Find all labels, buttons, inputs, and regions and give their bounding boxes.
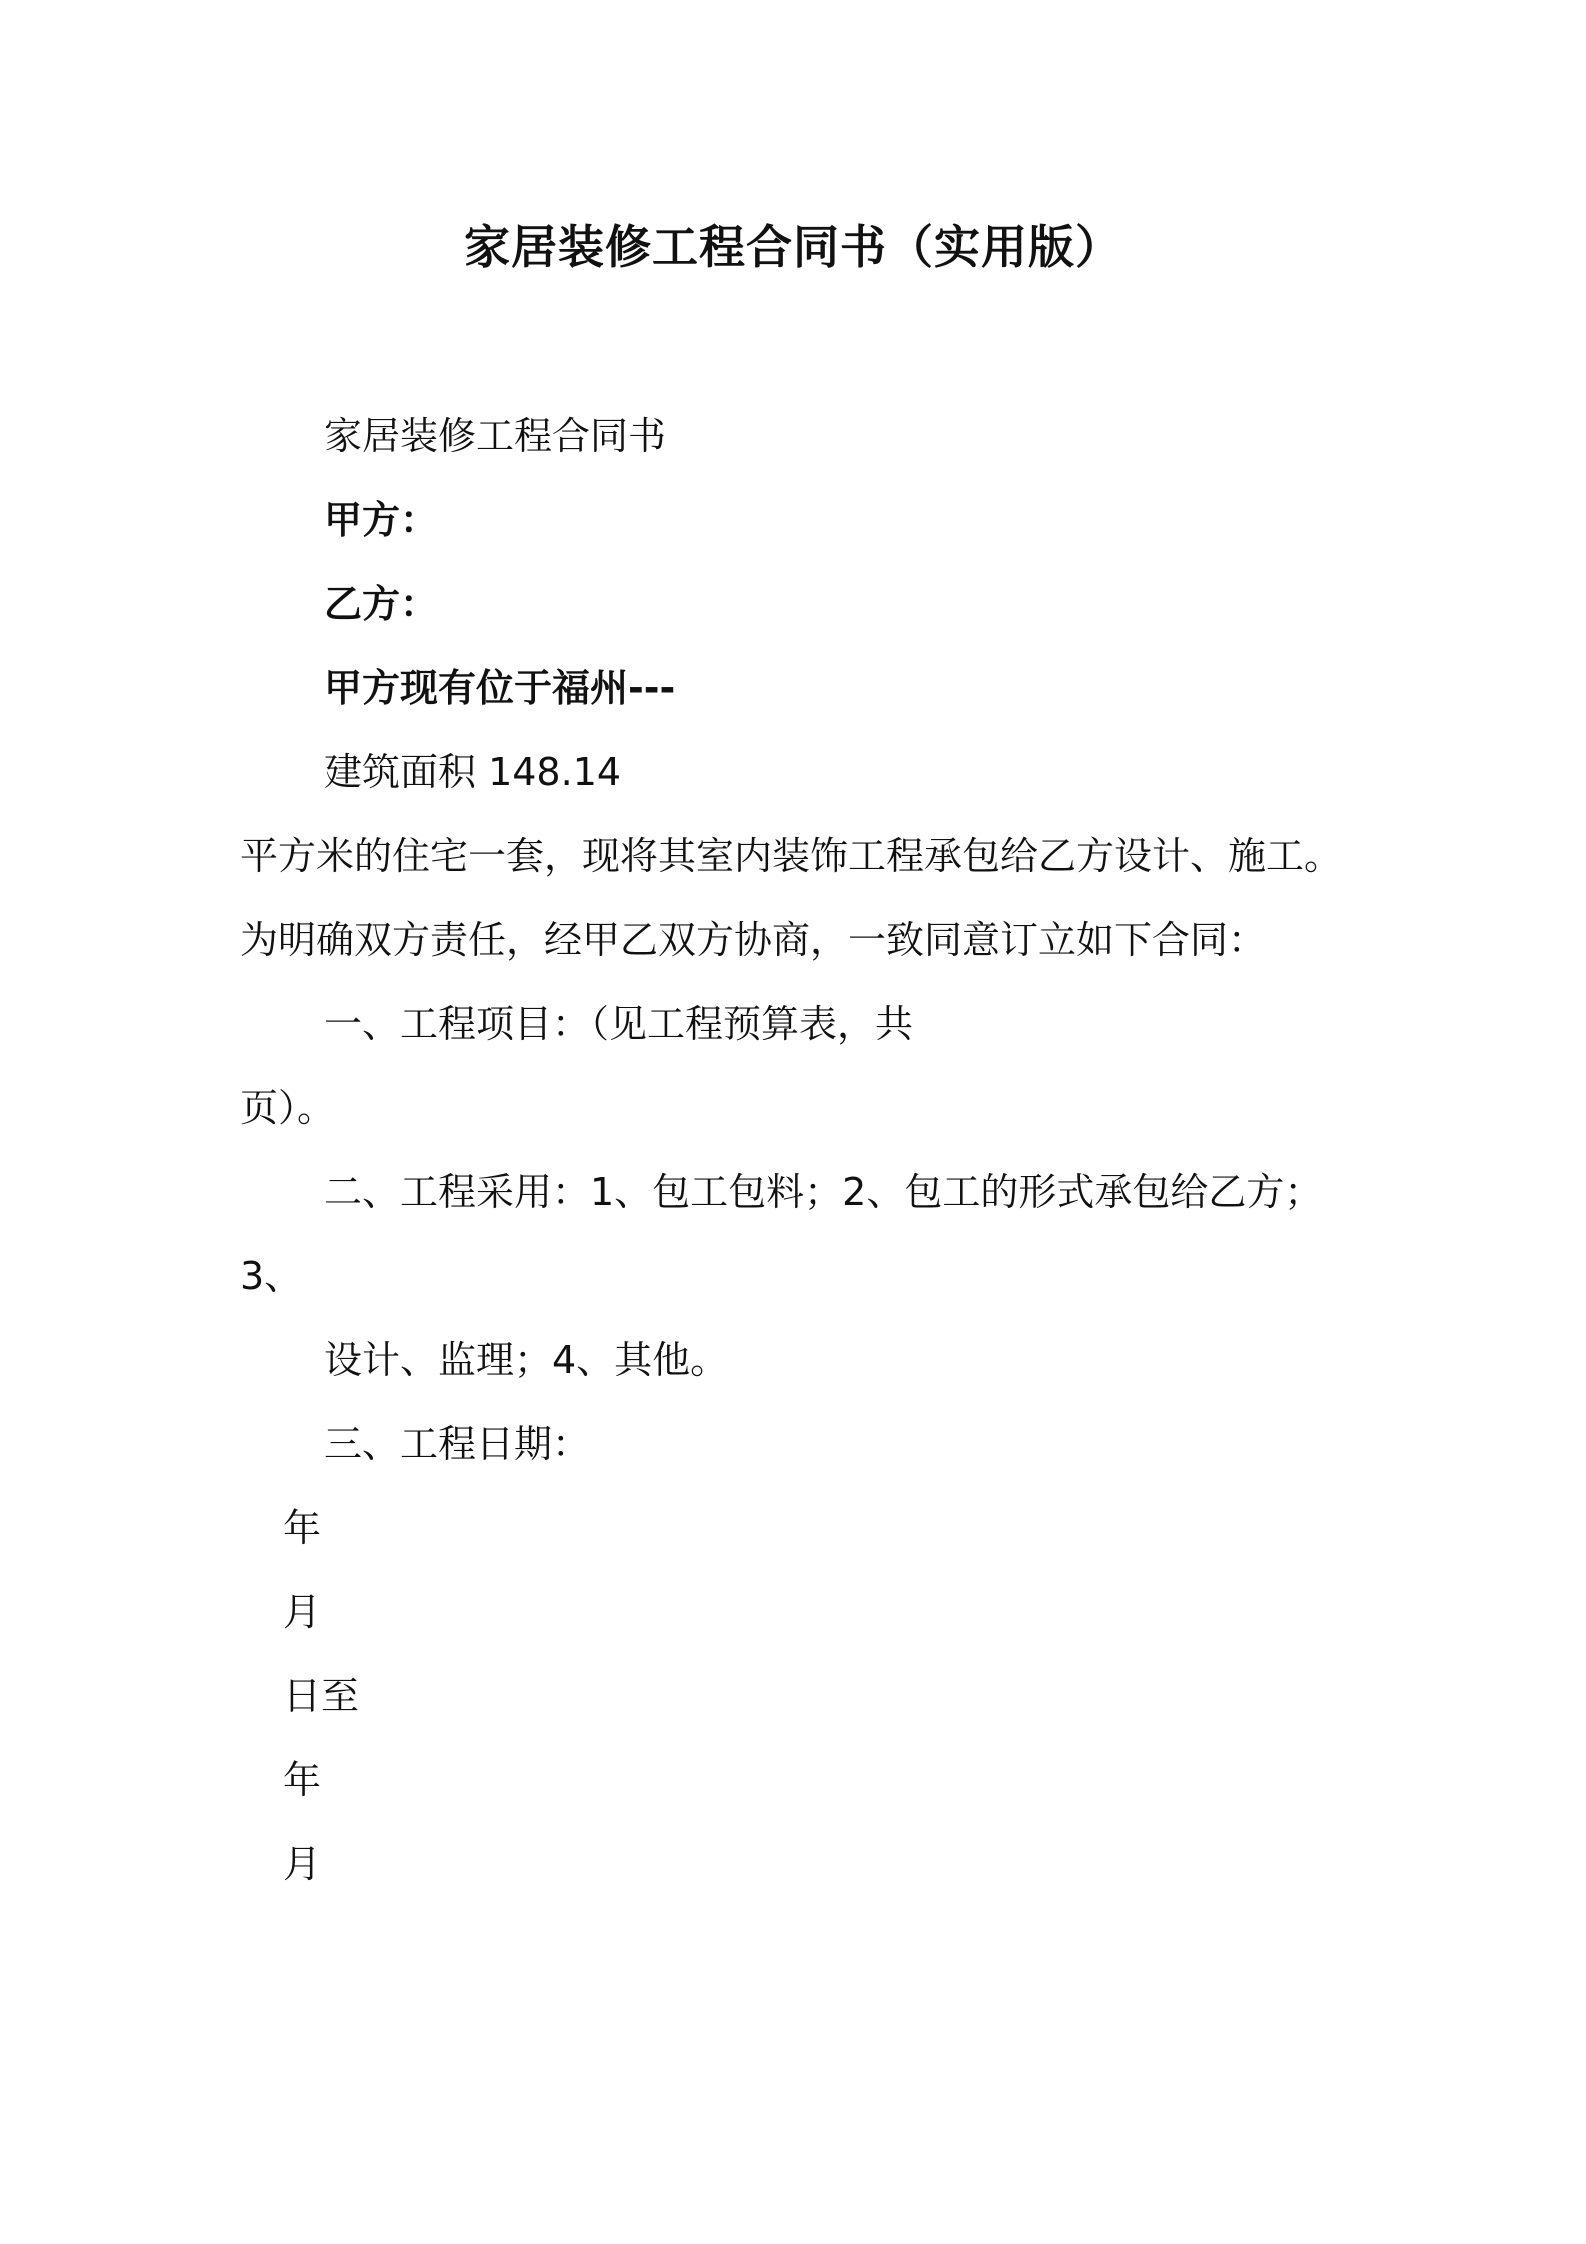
party-b-label: 乙方： bbox=[324, 582, 439, 626]
clause-two-method: 二、工程采用：1、包工包料；2、包工的形式承包给乙方； bbox=[324, 1170, 1323, 1214]
agreement-intro-line: 为明确双方责任，经甲乙双方协商，一致同意订立如下合同： bbox=[240, 918, 1267, 962]
residence-description-line: 平方米的住宅一套，现将其室内装饰工程承包给乙方设计、施工。 bbox=[240, 834, 1343, 878]
property-location-line: 甲方现有位于福州--- bbox=[324, 666, 676, 710]
date-year-end: 年 bbox=[283, 1758, 322, 1802]
date-month-start: 月 bbox=[283, 1590, 322, 1634]
clause-three-dates: 三、工程日期： bbox=[324, 1422, 591, 1466]
date-year-start: 年 bbox=[283, 1506, 322, 1550]
clause-one-pages: 页）。 bbox=[240, 1086, 336, 1130]
building-area-line: 建筑面积 148.14 bbox=[324, 750, 622, 794]
clause-two-design: 设计、监理；4、其他。 bbox=[324, 1338, 729, 1382]
date-month-end: 月 bbox=[283, 1842, 322, 1886]
clause-two-item-three: 3、 bbox=[240, 1254, 303, 1298]
contract-heading: 家居装修工程合同书 bbox=[324, 414, 667, 458]
party-a-label: 甲方： bbox=[324, 498, 439, 542]
clause-one-project: 一、工程项目：（见工程预算表，共 bbox=[324, 1002, 914, 1046]
date-day-to: 日至 bbox=[283, 1674, 360, 1718]
document-title: 家居装修工程合同书（实用版） bbox=[464, 220, 1122, 274]
